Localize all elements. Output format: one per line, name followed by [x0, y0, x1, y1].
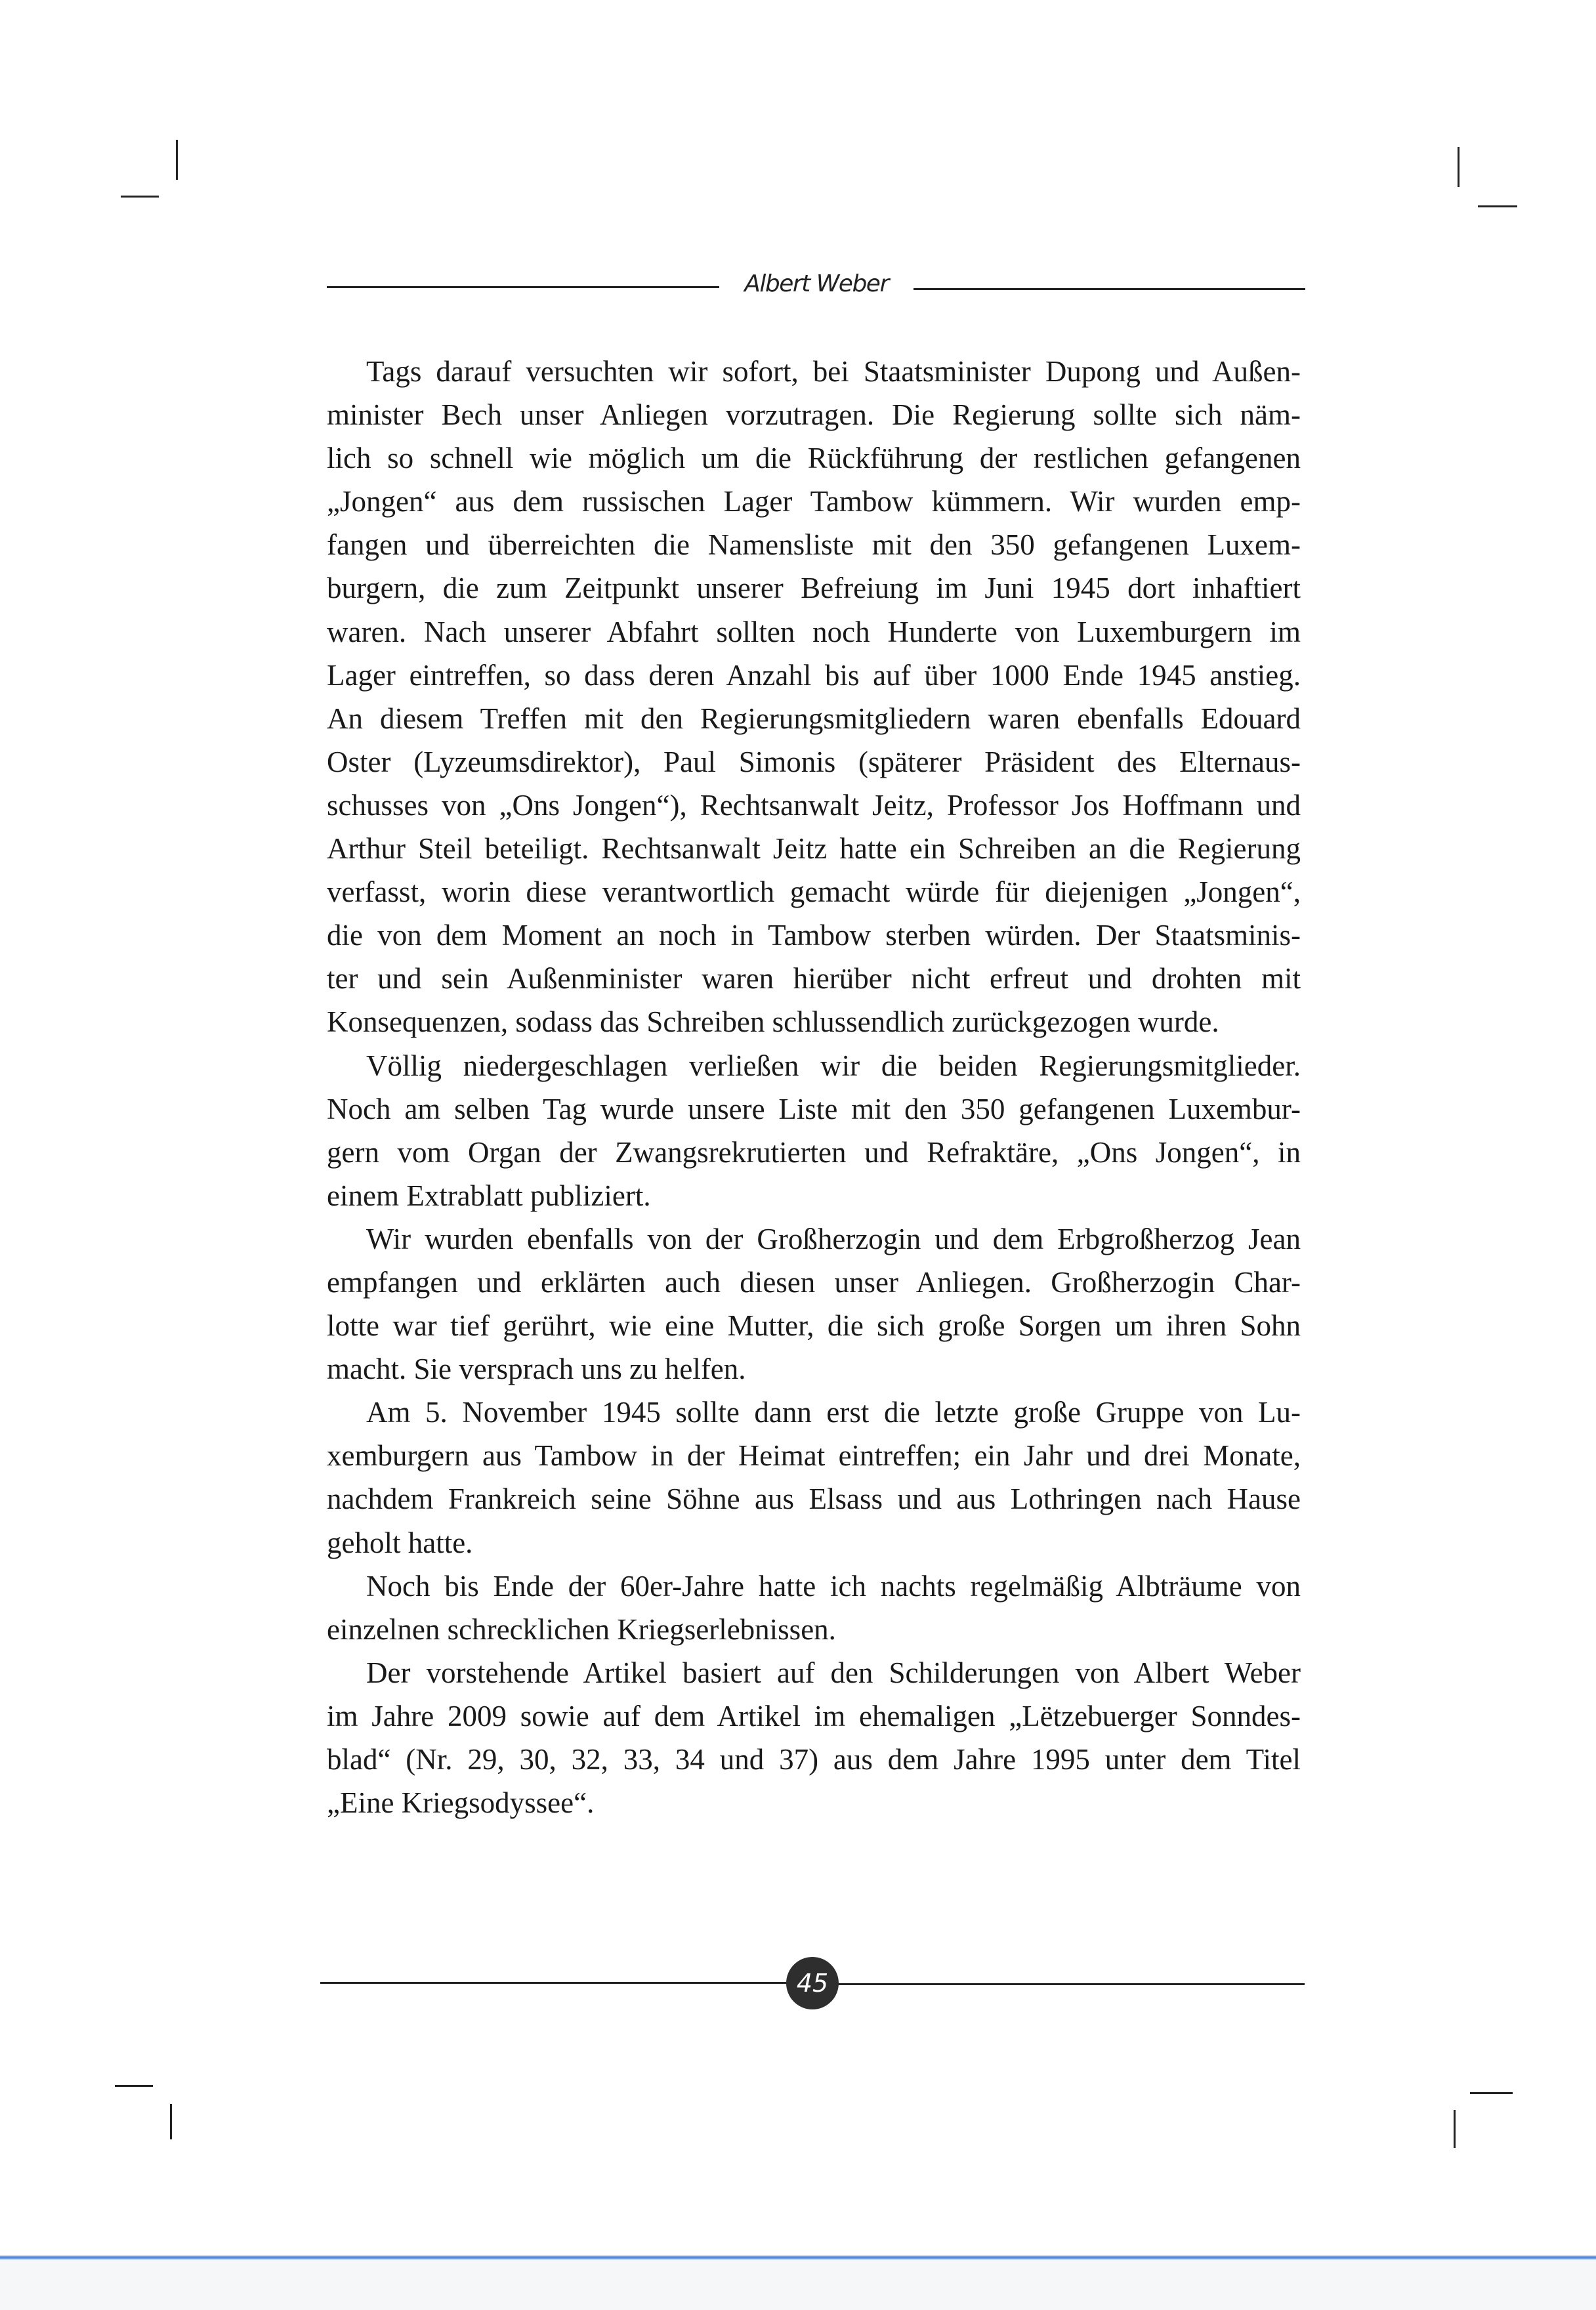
- header-rule-left: [327, 286, 719, 288]
- text-line: „Eine Kriegsodyssee“.: [327, 1786, 595, 1820]
- text-line: macht. Sie versprach uns zu helfen.: [327, 1353, 746, 1386]
- text-line: verfasst, worin diese verantwortlich gemacht würde für diejenigen „Jongen“,: [327, 875, 1301, 909]
- text-line: Völlig niedergeschlagen verließen wir die beiden Regierungsmitglieder.: [366, 1049, 1301, 1082]
- text-line: Lager eintreffen, so dass deren Anzahl bis auf über 1000 Ende 1945 anstieg.: [327, 658, 1301, 692]
- scan-margin: [0, 2259, 1596, 2310]
- text-line: minister Bech unser Anliegen vorzutragen. Die Regierung sollte sich näm-: [327, 398, 1301, 432]
- running-title: Albert Weber: [744, 270, 889, 297]
- text-line: Wir wurden ebenfalls von der Großherzogin und dem Erbgroßherzog Jean: [366, 1222, 1301, 1255]
- body-text: [327, 350, 1301, 1824]
- crop-mark: [121, 196, 159, 198]
- text-line: Arthur Steil beteiligt. Rechtsanwalt Jeitz hatte ein Schreiben an die Regierung: [327, 832, 1301, 866]
- text-line: einzelnen schrecklichen Kriegserlebnissen.: [327, 1612, 836, 1646]
- text-line: gern vom Organ der Zwangsrekrutierten und Refraktäre, „Ons Jongen“, in: [327, 1135, 1301, 1169]
- crop-mark: [115, 2085, 153, 2087]
- text-line: Der vorstehende Artikel basiert auf den Schilderungen von Albert Weber: [366, 1656, 1301, 1689]
- footer-rule-right: [837, 1983, 1305, 1985]
- text-line: die von dem Moment an noch in Tambow sterben würden. Der Staatsminis-: [327, 919, 1301, 952]
- text-line: einem Extrablatt publiziert.: [327, 1179, 651, 1212]
- text-line: empfangen und erklärten auch diesen unser Anliegen. Großherzogin Char-: [327, 1265, 1301, 1299]
- text-line: lich so schnell wie möglich um die Rückführung der restlichen gefangenen: [327, 442, 1301, 475]
- page-number-badge: 45: [786, 1957, 839, 2009]
- text-line: geholt hatte.: [327, 1526, 473, 1559]
- crop-mark: [1478, 205, 1517, 207]
- text-line: burgern, die zum Zeitpunkt unserer Befreiung im Juni 1945 dort inhaftiert: [327, 572, 1301, 605]
- text-line: Tags darauf versuchten wir sofort, bei Staatsminister Dupong und Außen-: [366, 355, 1301, 388]
- text-line: Konsequenzen, sodass das Schreiben schlussendlich zurückgezogen wurde.: [327, 1005, 1219, 1039]
- text-line: schusses von „Ons Jongen“), Rechtsanwalt Jeitz, Professor Jos Hoffmann und: [327, 788, 1301, 822]
- text-line: Oster (Lyzeumsdirektor), Paul Simonis (späterer Präsident des Elternaus-: [327, 745, 1301, 778]
- text-line: An diesem Treffen mit den Regierungsmitgliedern waren ebenfalls Edouard: [327, 702, 1301, 735]
- text-line: „Jongen“ aus dem russischen Lager Tambow kümmern. Wir wurden emp-: [327, 485, 1301, 518]
- text-line: Noch am selben Tag wurde unsere Liste mit den 350 gefangenen Luxembur-: [327, 1092, 1301, 1125]
- text-line: fangen und überreichten die Namensliste mit den 350 gefangenen Luxem-: [327, 528, 1301, 562]
- text-line: nachdem Frankreich seine Söhne aus Elsass und aus Lothringen nach Hause: [327, 1482, 1301, 1516]
- text-line: blad“ (Nr. 29, 30, 32, 33, 34 und 37) aus dem Jahre 1995 unter dem Titel: [327, 1743, 1301, 1776]
- crop-mark: [1458, 147, 1460, 187]
- text-line: xemburgern aus Tambow in der Heimat eintreffen; ein Jahr und drei Monate,: [327, 1439, 1301, 1473]
- text-line: ter und sein Außenminister waren hierüber nicht erfreut und drohten mit: [327, 962, 1301, 996]
- text-line: im Jahre 2009 sowie auf dem Artikel im ehemaligen „Lëtzebuerger Sonndes-: [327, 1699, 1301, 1732]
- text-line: lotte war tief gerührt, wie eine Mutter, die sich große Sorgen um ihren Sohn: [327, 1309, 1301, 1343]
- crop-mark: [1454, 2110, 1456, 2148]
- text-line: Noch bis Ende der 60er-Jahre hatte ich nachts regelmäßig Albträume von: [366, 1569, 1301, 1603]
- footer-rule-left: [320, 1982, 788, 1984]
- crop-mark: [1470, 2092, 1513, 2094]
- text-line: Am 5. November 1945 sollte dann erst die letzte große Gruppe von Lu-: [366, 1396, 1301, 1429]
- crop-mark: [176, 140, 178, 180]
- header-rule-right: [914, 288, 1305, 290]
- crop-mark: [170, 2104, 172, 2139]
- text-line: waren. Nach unserer Abfahrt sollten noch Hunderte von Luxemburgern im: [327, 615, 1301, 648]
